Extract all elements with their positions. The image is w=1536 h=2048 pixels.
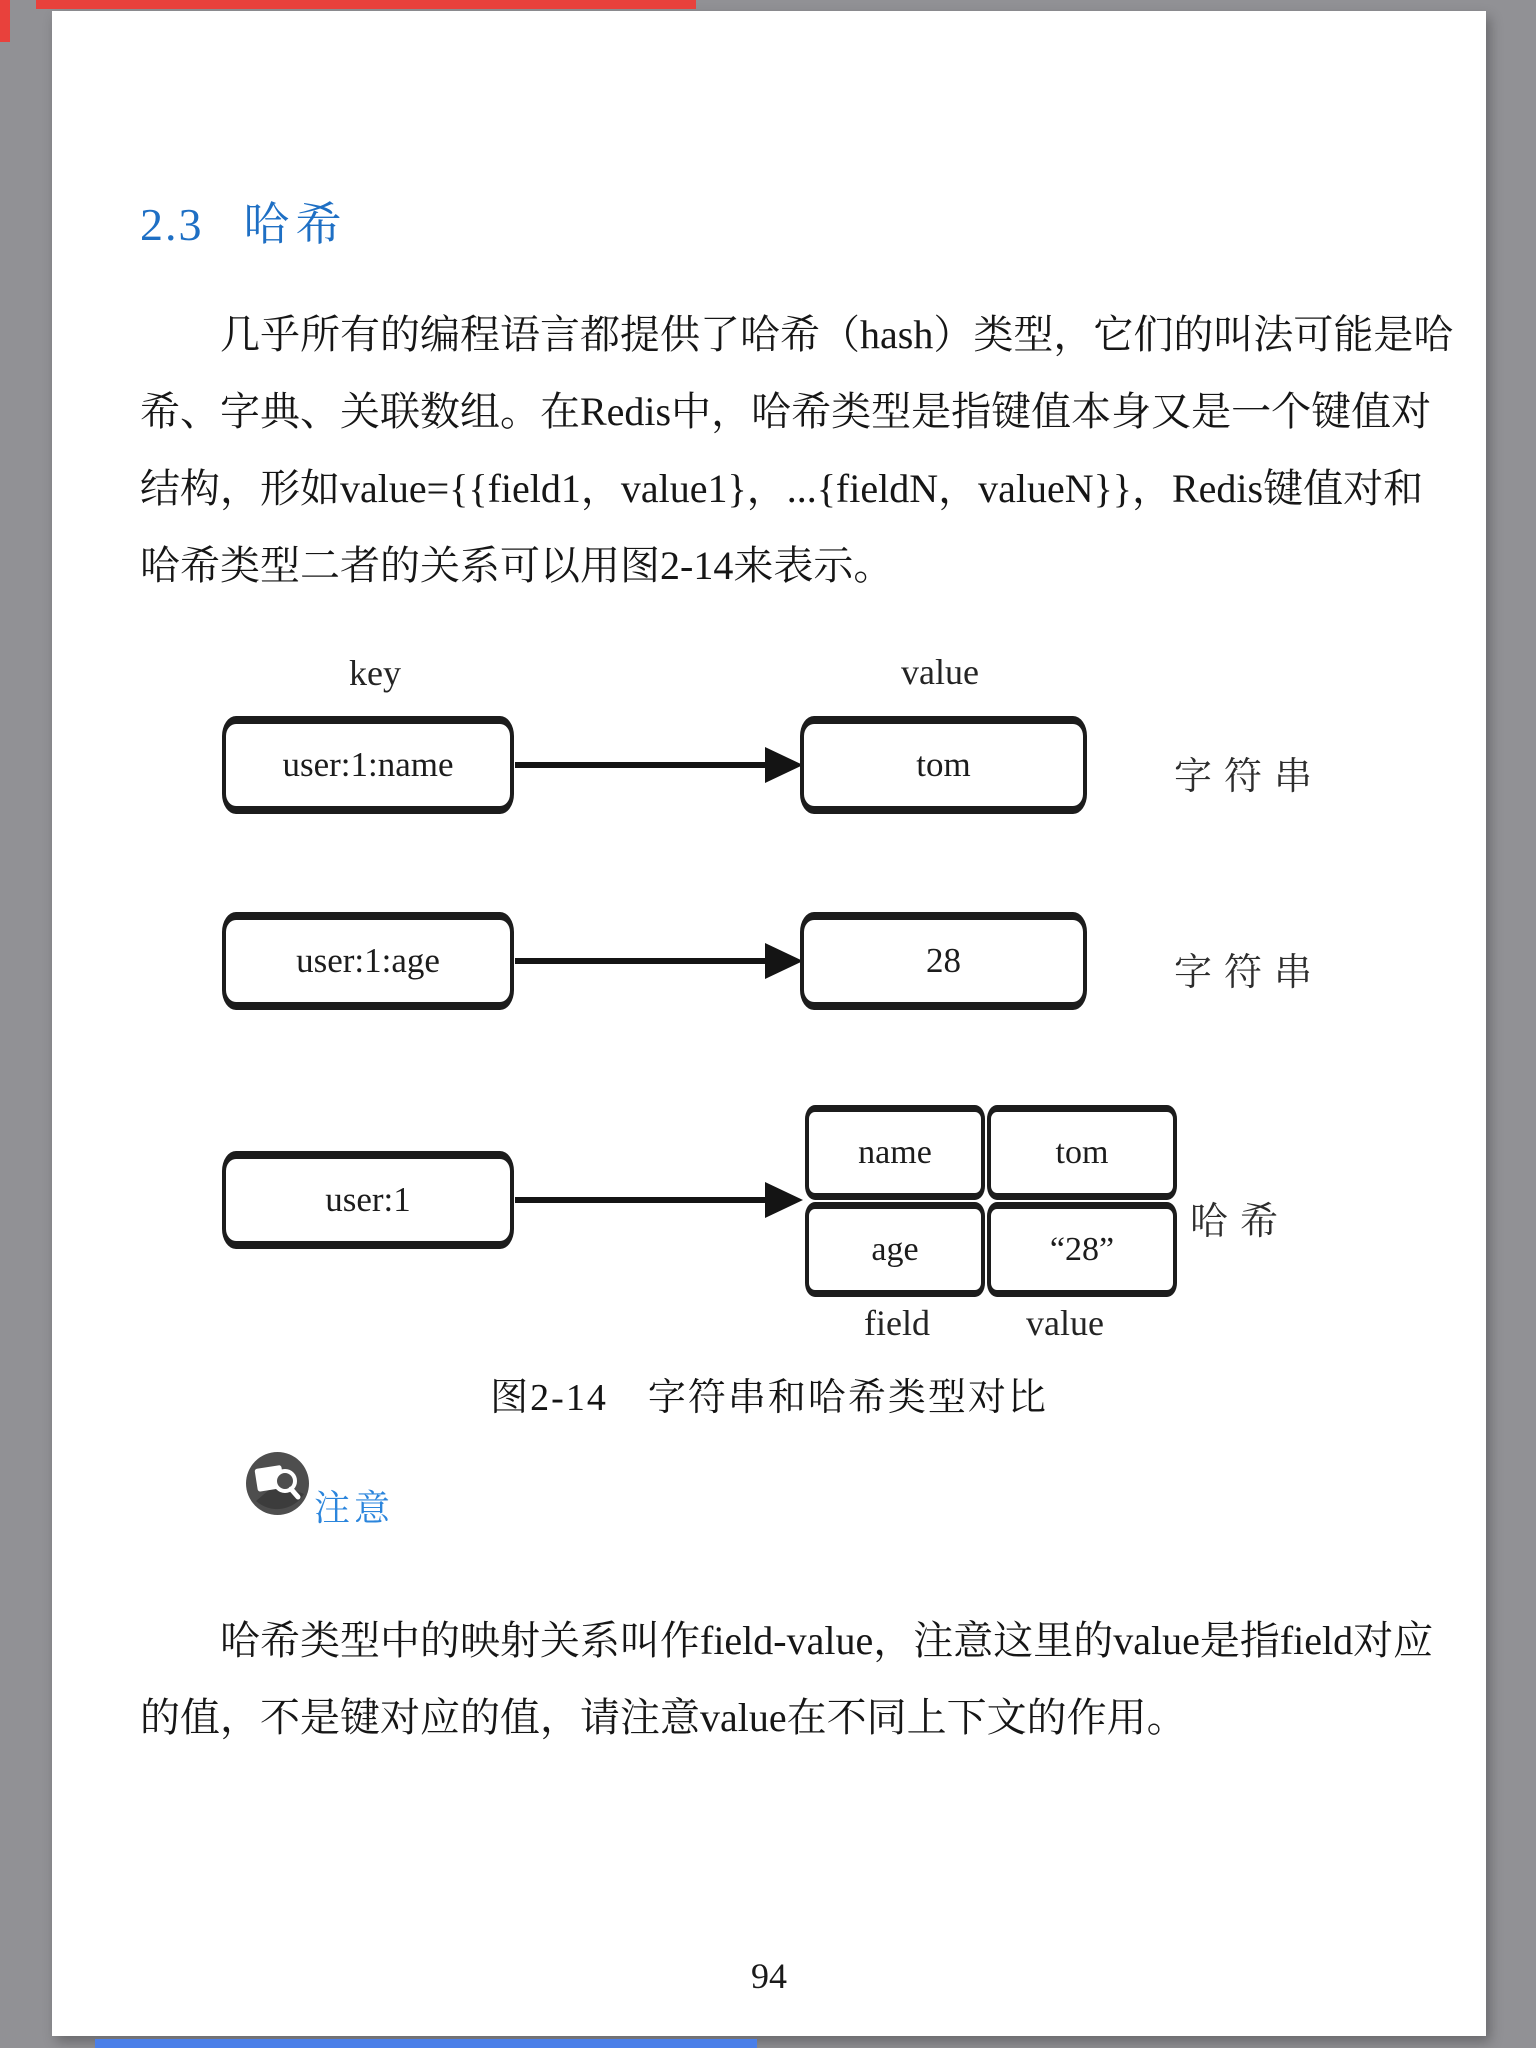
bottom-edge-blue-strip [95, 2039, 757, 2048]
paragraph-line: 希、字典、关联数组。在Redis中，哈希类型是指键值本身又是一个键值对 [140, 389, 1432, 434]
value-box-tom [800, 716, 1087, 814]
section-number: 2.3 [140, 199, 204, 250]
page-number: 94 [751, 1956, 787, 1996]
diagram-value-label: value [901, 652, 979, 692]
figure-caption: 图2-14 字符串和哈希类型对比 [490, 1377, 1048, 1419]
hash-cell-field-name: name [805, 1105, 985, 1200]
type-annotation-hash: 哈希 [1190, 1201, 1291, 1243]
left-edge-red-strip [0, 0, 10, 42]
value-text: tom [916, 745, 971, 784]
key-text: user:1:name [282, 745, 454, 784]
hash-cell-field-age: age [805, 1202, 985, 1297]
type-annotation-string-1: 字符串 [1174, 756, 1325, 798]
diagram-key-label: key [349, 653, 401, 693]
value-box-28 [800, 912, 1087, 1010]
paragraph-note-body [140, 1602, 1434, 1756]
hash-cell-value-28: “28” [987, 1202, 1177, 1297]
arrow-right-icon [515, 747, 803, 783]
paragraph-line: 的值，不是键对应的值，请注意value在不同上下文的作用。 [140, 1695, 1187, 1740]
paragraph-line: 哈希类型中的映射关系叫作field-value，注意这里的value是指field对应 [220, 1618, 1434, 1663]
key-box-user-1-age [222, 912, 514, 1010]
paragraph-line: 结构，形如value={{field1，value1}，...{fieldN，valueN}}，Redis键值对和 [140, 466, 1424, 511]
top-edge-red-strip [36, 0, 696, 9]
arrow-right-icon [515, 1182, 803, 1218]
field-column-label: field [864, 1303, 930, 1343]
value-text: 28 [926, 941, 961, 980]
type-annotation-string-2: 字符串 [1174, 952, 1325, 994]
paragraph-line: 哈希类型二者的关系可以用图2-14来表示。 [140, 543, 894, 588]
key-text: user:1:age [296, 941, 440, 980]
section-title: 哈希 [243, 199, 348, 250]
book-page [52, 11, 1486, 2036]
note-magnifier-icon [244, 1450, 311, 1517]
key-box-user-1 [222, 1151, 514, 1249]
hash-table [805, 1105, 1177, 1297]
paragraph-intro [140, 296, 1454, 604]
value-column-label: value [1026, 1303, 1104, 1343]
hash-cell-value-tom: tom [987, 1105, 1177, 1200]
note-label: 注意 [314, 1488, 395, 1528]
key-box-user-1-name [222, 716, 514, 814]
arrow-right-icon [515, 943, 803, 979]
paragraph-line: 几乎所有的编程语言都提供了哈希（hash）类型，它们的叫法可能是哈 [220, 312, 1454, 357]
key-text: user:1 [325, 1180, 411, 1219]
section-heading [140, 188, 348, 254]
